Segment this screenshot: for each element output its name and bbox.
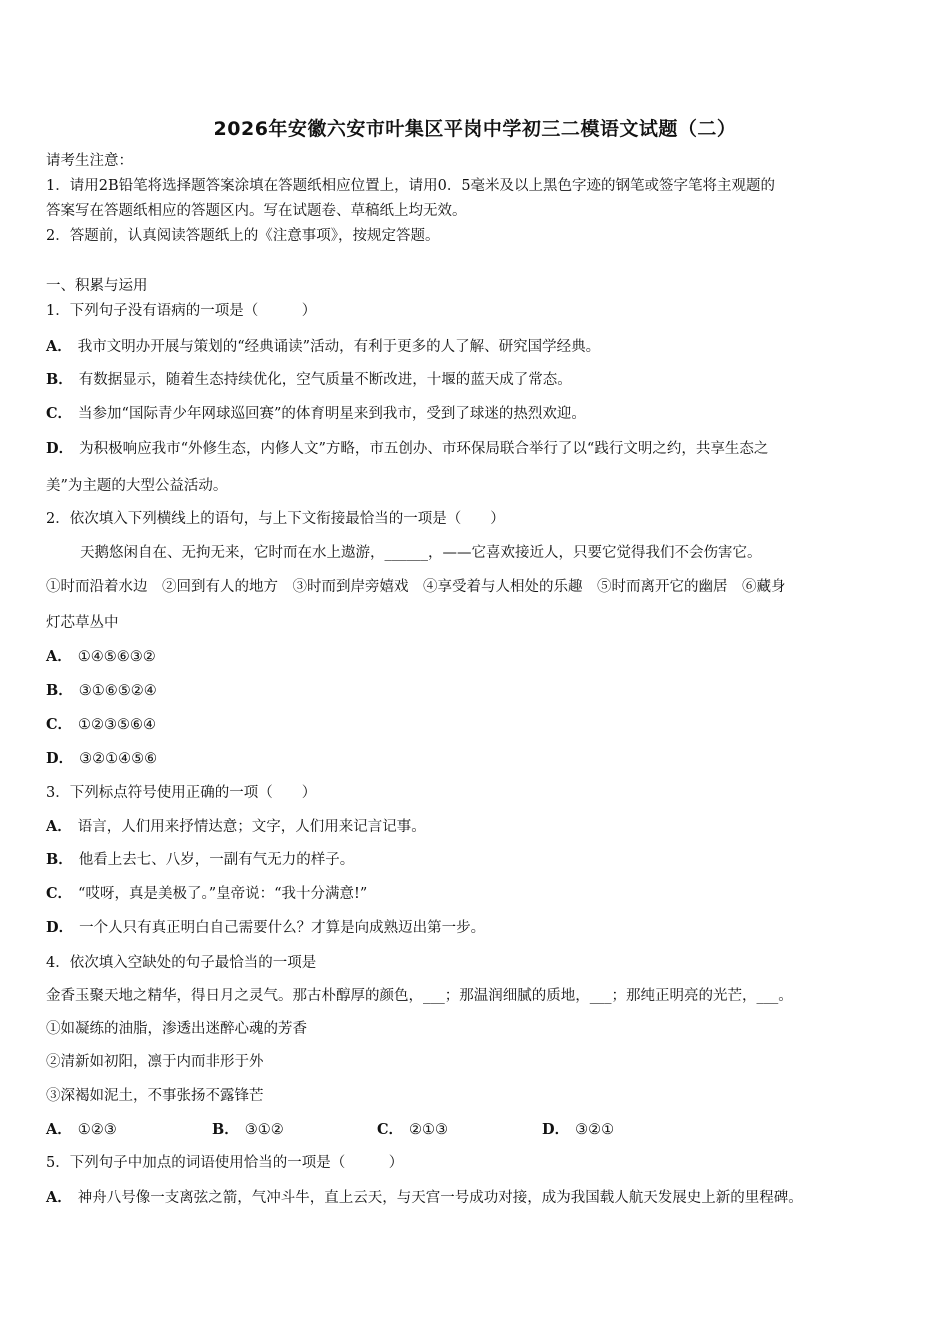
q2-stem: 2．依次填入下列横线上的语句，与上下文衔接最恰当的一项是（ ）: [46, 511, 505, 527]
option-label: A．: [46, 1189, 72, 1206]
option-text: 神舟八号像一支离弦之箭，气冲斗牛，直上云天，与天宫一号成功对接，成为我国载人航天发展史上新的里程碑。: [77, 1190, 803, 1206]
q3-option-a: [46, 817, 426, 837]
option-text: ①④⑤⑥③②: [77, 649, 156, 665]
option-label: C．: [377, 1121, 404, 1138]
page-title: 2026年安徽六安市叶集区平岗中学初三二模语文试题（二）: [213, 118, 737, 140]
option-label: A．: [46, 1121, 72, 1138]
option-text: ③①②: [244, 1122, 284, 1138]
q3-option-d: [46, 918, 485, 938]
option-label: A．: [46, 648, 72, 665]
q1-option-b: [46, 370, 572, 390]
q2-choices-cont: 灯芯草丛中: [46, 615, 119, 631]
option-text: ③①⑥⑤②④: [78, 683, 157, 699]
option-label: D．: [46, 750, 74, 767]
option-text: ③②①: [575, 1122, 615, 1138]
notice-item-2: 2．答题前，认真阅读答题纸上的《注意事项》，按规定答题。: [46, 228, 440, 244]
option-label: B．: [46, 851, 73, 868]
q2-option-a: [46, 647, 156, 667]
option-label: C．: [46, 885, 73, 902]
q5-stem: 5．下列句子中加点的词语使用恰当的一项是（ ）: [46, 1155, 404, 1171]
q4-sentence-3: ③深褐如泥土，不事张扬不露锋芒: [46, 1088, 264, 1104]
option-text: ①②③⑤⑥④: [78, 717, 157, 733]
q2-option-b: [46, 681, 157, 701]
option-label: A．: [46, 818, 72, 835]
notice-heading: 请考生注意：: [46, 153, 133, 169]
q2-passage: 天鹅悠闲自在、无拘无来，它时而在水上遨游，______，——它喜欢接近人，只要它觉得我们不会伤害它。: [80, 545, 762, 561]
q1-option-a: [46, 337, 600, 357]
option-label: C．: [46, 716, 73, 733]
option-label: D．: [46, 919, 74, 936]
option-label: D．: [542, 1121, 570, 1138]
option-text: 我市文明办开展与策划的“经典诵读”活动，有利于更多的人了解、研究国学经典。: [77, 339, 601, 355]
option-text: ③②①④⑤⑥: [79, 751, 158, 767]
q4-option-b: [212, 1120, 284, 1140]
q1-option-d-cont: 美”为主题的大型公益活动。: [46, 478, 228, 494]
q1-option-c: [46, 404, 586, 424]
notice-item-1: 1．请用2B铅笔将选择题答案涂填在答题纸相应位置上，请用0．5毫米及以上黑色字迹的钢笔或签字笔将主观题的: [46, 178, 776, 194]
option-text: 他看上去七、八岁，一副有气无力的样子。: [78, 852, 355, 868]
option-label: B．: [212, 1121, 239, 1138]
q4-stem: 4．依次填入空缺处的句子最恰当的一项是: [46, 955, 317, 971]
q3-option-b: [46, 850, 354, 870]
option-text: 语言，人们用来抒情达意；文字，人们用来记言记事。: [77, 819, 426, 835]
q1-option-d: [46, 439, 768, 459]
option-text: 为积极响应我市“外修生态，内修人文”方略，市五创办、市环保局联合举行了以“践行文明之约，共享生态之: [79, 441, 769, 457]
option-label: D．: [46, 440, 74, 457]
q4-option-c: [377, 1120, 448, 1140]
option-text: 有数据显示，随着生态持续优化，空气质量不断改进，十堰的蓝天成了常态。: [78, 372, 572, 388]
option-text: 一个人只有真正明白自己需要什么？才算是向成熟迈出第一步。: [79, 920, 486, 936]
q4-option-a: [46, 1120, 117, 1140]
q4-option-d: [542, 1120, 614, 1140]
option-label: A．: [46, 338, 72, 355]
q3-stem: 3．下列标点符号使用正确的一项（ ）: [46, 785, 317, 801]
option-label: B．: [46, 371, 73, 388]
q3-option-c: [46, 884, 367, 904]
section-heading: 一、积累与运用: [46, 278, 148, 294]
q2-option-c: [46, 715, 156, 735]
option-text: ①②③: [77, 1122, 117, 1138]
q4-sentence-2: ②清新如初阳，凛于内而非形于外: [46, 1054, 264, 1070]
q4-sentence-1: ①如凝练的油脂，渗透出迷醉心魂的芳香: [46, 1021, 307, 1037]
q5-option-a: [46, 1188, 803, 1208]
option-text: 当参加“国际青少年网球巡回赛”的体育明星来到我市，受到了球迷的热烈欢迎。: [78, 406, 586, 422]
q2-choices: ①时而沿着水边 ②回到有人的地方 ③时而到岸旁嬉戏 ④享受着与人相处的乐趣 ⑤时而离开它的幽居 ⑥藏身: [46, 579, 786, 595]
notice-item-1-cont: 答案写在答题纸相应的答题区内。写在试题卷、草稿纸上均无效。: [46, 203, 467, 219]
option-text: ②①③: [409, 1122, 449, 1138]
option-text: “哎呀，真是美极了。”皇帝说：“我十分满意!”: [78, 886, 368, 902]
q1-stem: 1．下列句子没有语病的一项是（ ）: [46, 303, 317, 319]
q2-option-d: [46, 749, 157, 769]
q4-passage: 金香玉聚天地之精华，得日月之灵气。那古朴醇厚的颜色，___；那温润细腻的质地，___；那纯正明亮的光芒，___。: [46, 988, 793, 1004]
option-label: B．: [46, 682, 73, 699]
option-label: C．: [46, 405, 73, 422]
